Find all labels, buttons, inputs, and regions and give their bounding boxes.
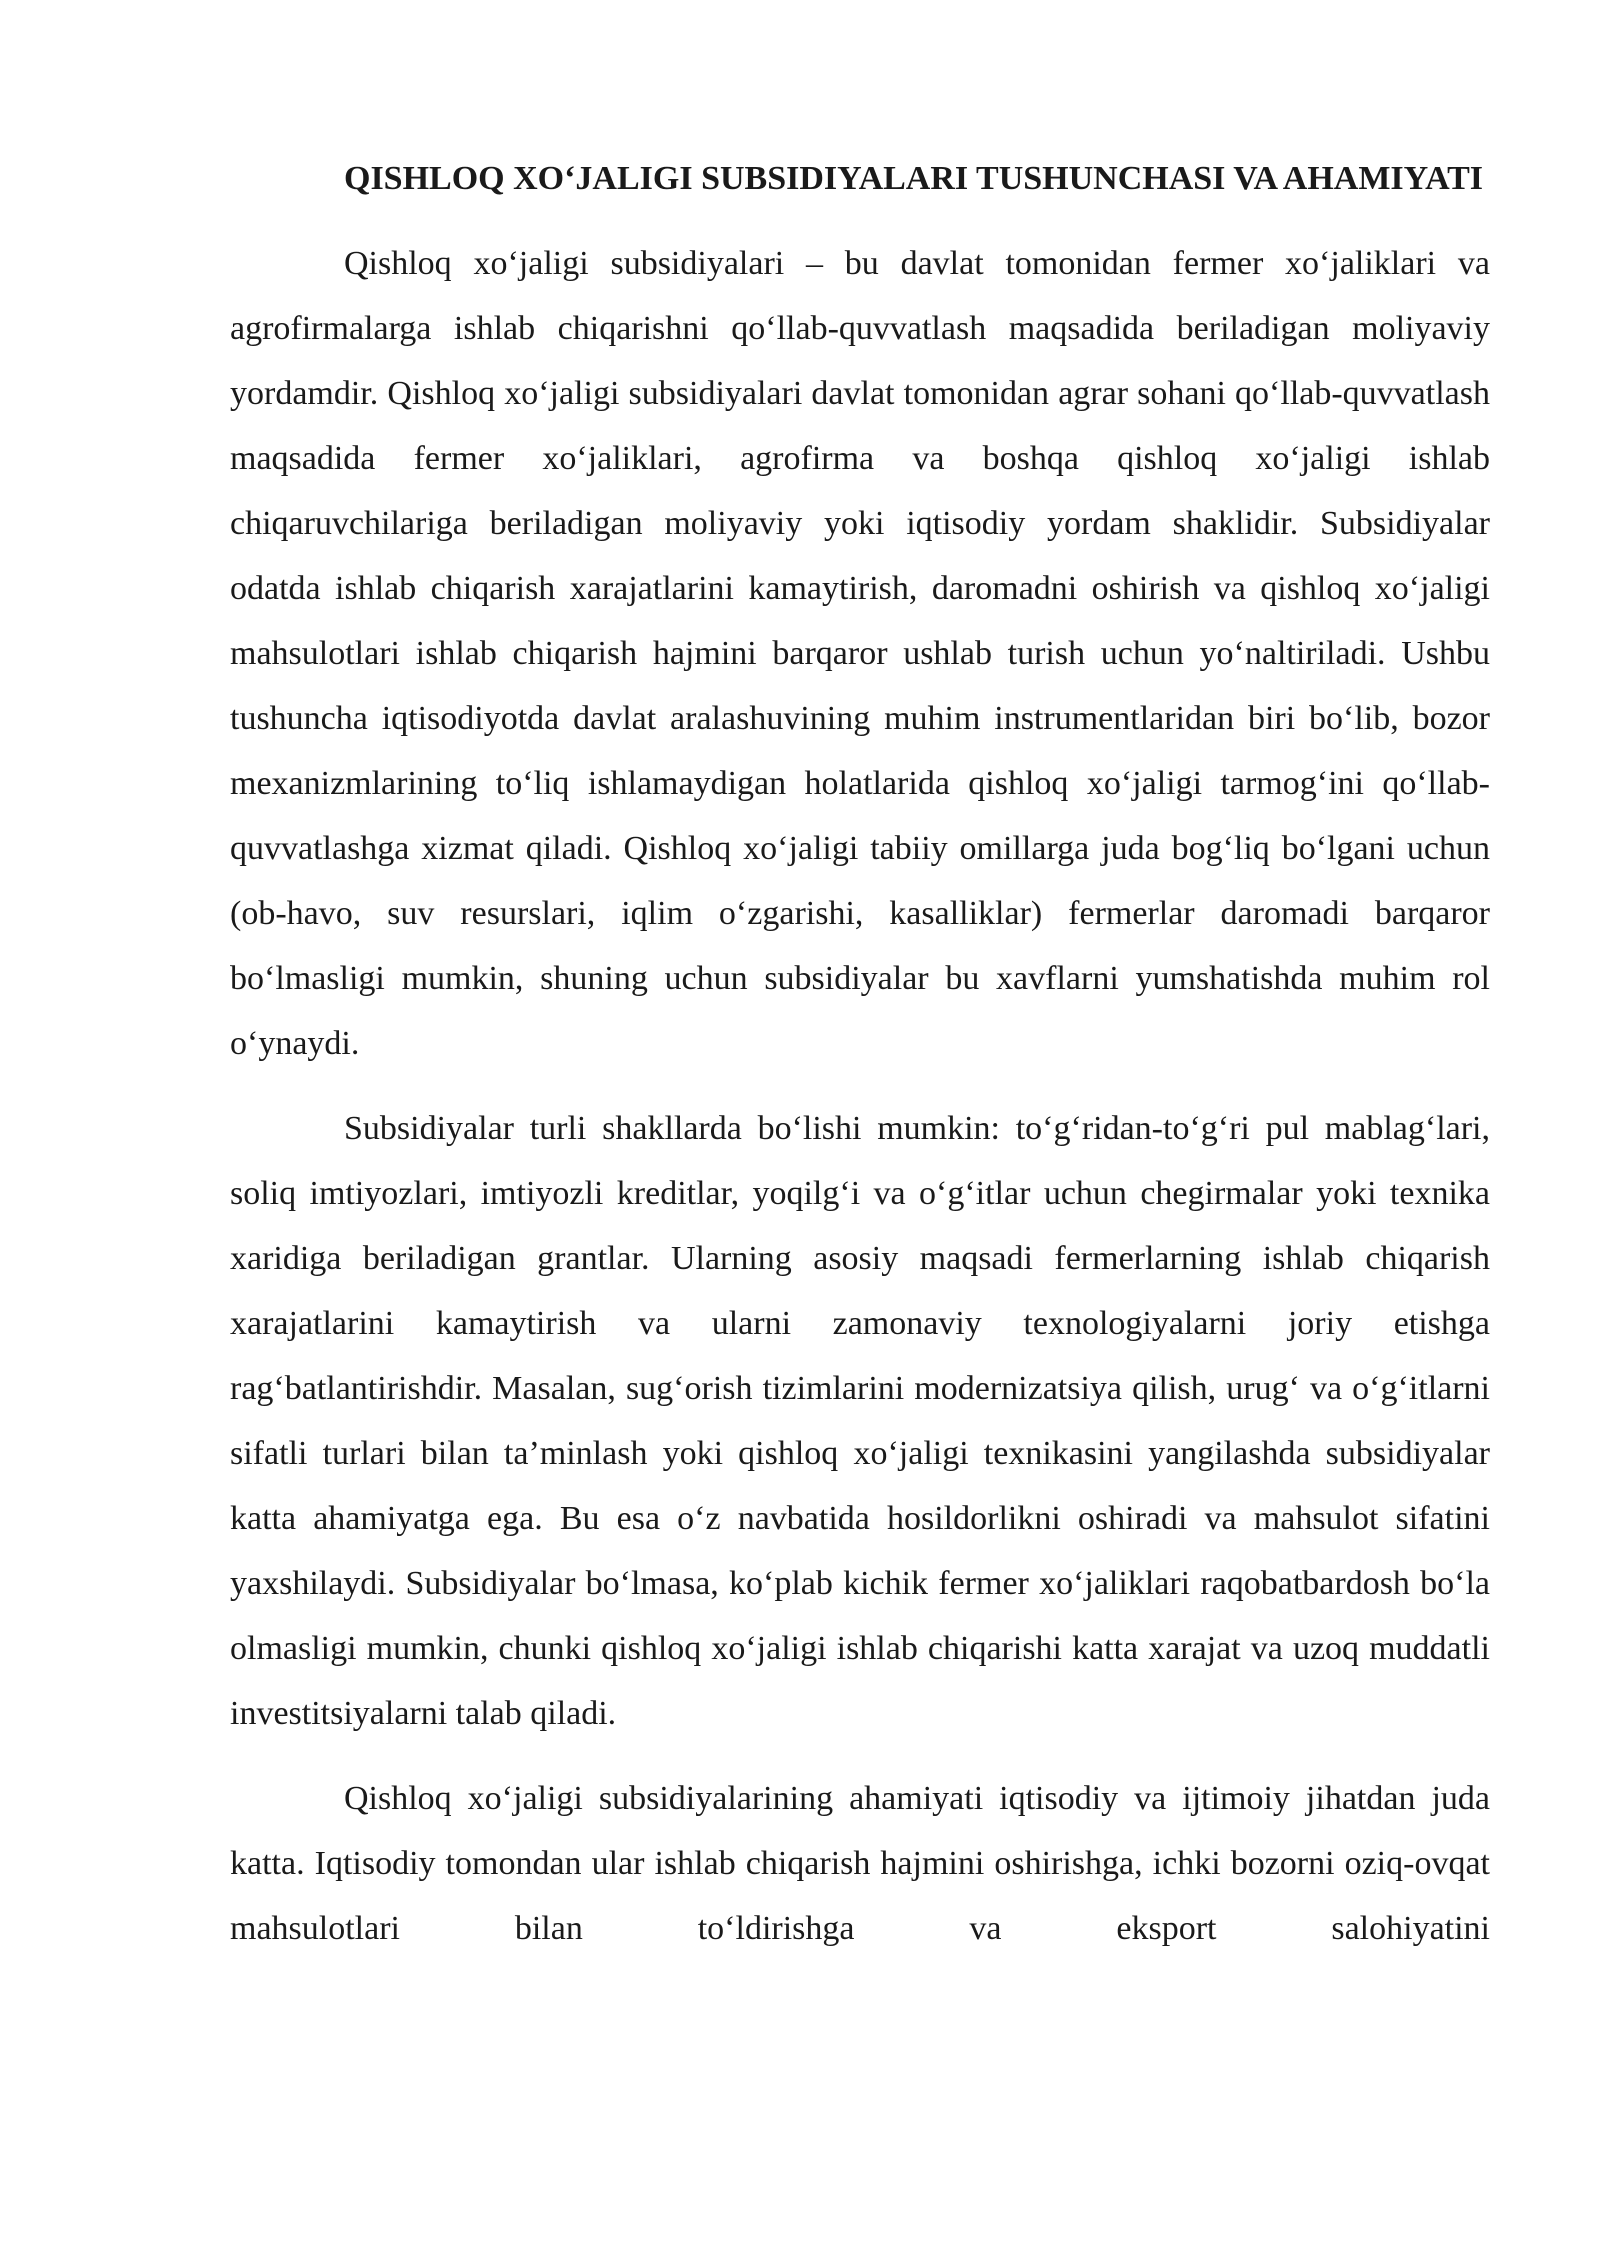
document-title: QISHLOQ XO‘JALIGI SUBSIDIYALARI TUSHUNCHASI VA AHAMIYATI [344,160,1484,197]
paragraph-definition: Qishloq xo‘jaligi subsidiyalari – bu davlat tomonidan fermer xo‘jaliklari va agrofirmalarga ishlab chiqarishni qo‘llab-quvvatlash maqsadida beriladigan moliyaviy yordamdir. Qishloq xo‘jaligi subsidiyalari davlat tomonidan agrar sohani qo‘llab-quvvatlash maqsadida fermer xo‘jaliklari, agrofirma va boshqa qishloq xo‘jaligi ishlab chiqaruvchilariga beriladigan moliyaviy yoki iqtisodiy yordam shaklidir. Subsidiyalar odatda ishlab chiqarish xarajatlarini kamaytirish, daromadni oshirish va qishloq xo‘jaligi mahsulotlari ishlab chiqarish hajmini barqaror ushlab turish uchun yo‘naltiriladi. Ushbu tushuncha iqtisodiyotda davlat aralashuvining muhim instrumentlaridan biri bo‘lib, bozor mexanizmlarining to‘liq ishlamaydigan holatlarida qishloq xo‘jaligi tarmog‘ini qo‘llab-quvvatlashga xizmat qiladi. Qishloq xo‘jaligi tabiiy omillarga juda bog‘liq bo‘lgani uchun (ob-havo, suv resurslari, iqlim o‘zgarishi, kasalliklar) fermerlar daromadi barqaror bo‘lmasligi mumkin, shuning uchun subsidiyalar bu xavflarni yumshatishda muhim rol o‘ynaydi. [230,245,1490,1062]
paragraph-importance: Qishloq xo‘jaligi subsidiyalarining ahamiyati iqtisodiy va ijtimoiy jihatdan juda katta. Iqtisodiy tomondan ular ishlab chiqarish hajmini oshirishga, ichki bozorni oziq-ovqat mahsulotlari bilan to‘ldirishga va eksport salohiyatini [230,1780,1490,1947]
document-page [230,146,1490,1961]
paragraph-forms: Subsidiyalar turli shakllarda bo‘lishi mumkin: to‘g‘ridan-to‘g‘ri pul mablag‘lari, soliq imtiyozlari, imtiyozli kreditlar, yoqilg‘i va o‘g‘itlar uchun chegirmalar yoki texnika xaridiga beriladigan grantlar. Ularning asosiy maqsadi fermerlarning ishlab chiqarish xarajatlarini kamaytirish va ularni zamonaviy texnologiyalarni joriy etishga rag‘batlantirishdir. Masalan, sug‘orish tizimlarini modernizatsiya qilish, urug‘ va o‘g‘itlarni sifatli turlari bilan ta’minlash yoki qishloq xo‘jaligi texnikasini yangilashda subsidiyalar katta ahamiyatga ega. Bu esa o‘z navbatida hosildorlikni oshiradi va mahsulot sifatini yaxshilaydi. Subsidiyalar bo‘lmasa, ko‘plab kichik fermer xo‘jaliklari raqobatbardosh bo‘la olmasligi mumkin, chunki qishloq xo‘jaligi ishlab chiqarishi katta xarajat va uzoq muddatli investitsiyalarni talab qiladi. [230,1110,1490,1732]
